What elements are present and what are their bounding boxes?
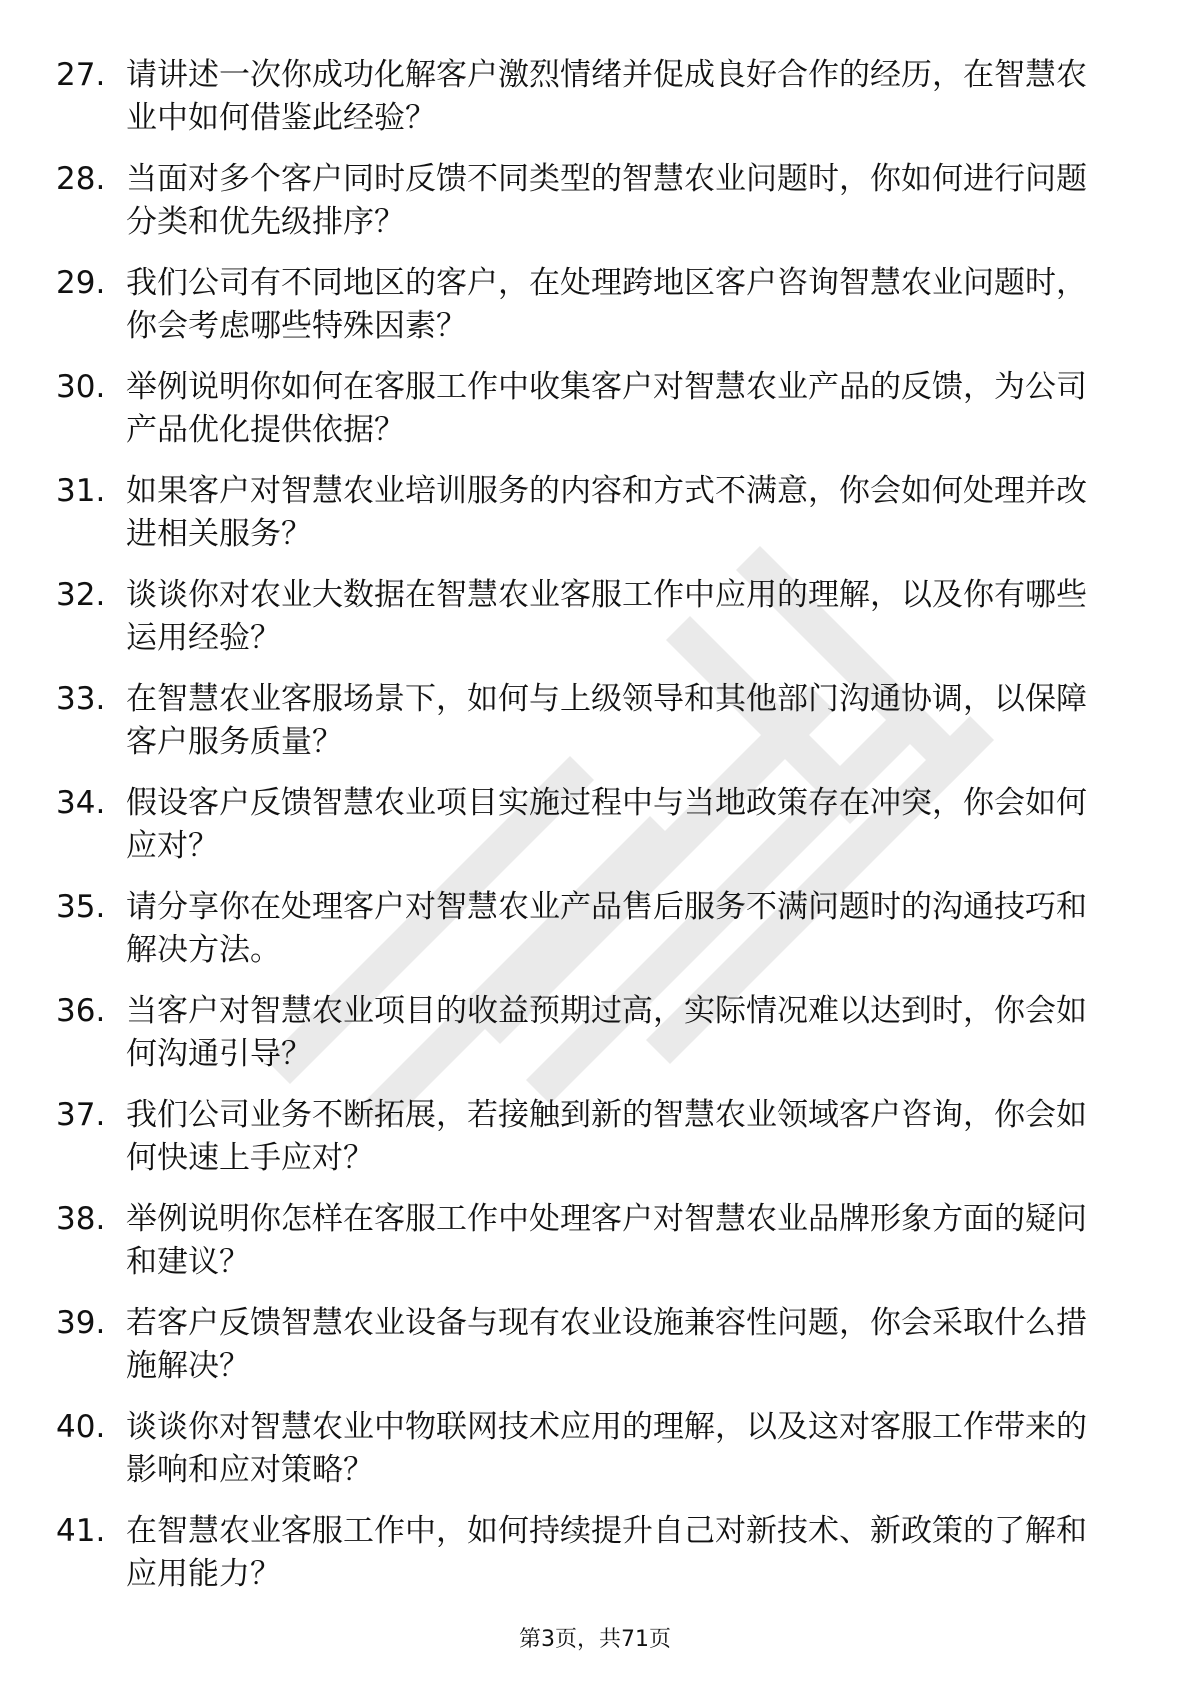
question-item: [56, 1510, 1116, 1614]
question-item: [56, 158, 1116, 262]
question-number: 37.: [56, 1097, 106, 1133]
question-text: 若客户反馈智慧农业设备与现有农业设施兼容性问题，你会采取什么措施解决？: [126, 1305, 1087, 1384]
question-item: [56, 782, 1116, 886]
question-number: 27.: [56, 57, 106, 93]
question-text: 请分享你在处理客户对智慧农业产品售后服务不满问题时的沟通技巧和解决方法。: [126, 889, 1087, 968]
page-footer: [0, 1625, 1190, 1655]
question-text: 谈谈你对智慧农业中物联网技术应用的理解，以及这对客服工作带来的影响和应对策略？: [126, 1409, 1087, 1488]
question-text: 我们公司业务不断拓展，若接触到新的智慧农业领域客户咨询，你会如何快速上手应对？: [126, 1097, 1087, 1176]
question-number: 29.: [56, 265, 106, 301]
question-number: 32.: [56, 577, 106, 613]
question-text: 在智慧农业客服场景下，如何与上级领导和其他部门沟通协调，以保障客户服务质量？: [126, 681, 1087, 760]
question-item: [56, 1198, 1116, 1302]
question-number: 39.: [56, 1305, 106, 1341]
question-item: [56, 1094, 1116, 1198]
question-text: 在智慧农业客服工作中，如何持续提升自己对新技术、新政策的了解和应用能力？: [126, 1513, 1087, 1592]
question-item: [56, 678, 1116, 782]
question-number: 34.: [56, 785, 106, 821]
question-text: 如果客户对智慧农业培训服务的内容和方式不满意，你会如何处理并改进相关服务？: [126, 473, 1087, 552]
question-text: 我们公司有不同地区的客户，在处理跨地区客户咨询智慧农业问题时，你会考虑哪些特殊因素？: [126, 265, 1087, 344]
question-text: 当客户对智慧农业项目的收益预期过高，实际情况难以达到时，你会如何沟通引导？: [126, 993, 1087, 1072]
question-item: [56, 470, 1116, 574]
question-text: 举例说明你怎样在客服工作中处理客户对智慧农业品牌形象方面的疑问和建议？: [126, 1201, 1087, 1280]
question-item: [56, 990, 1116, 1094]
question-item: [56, 574, 1116, 678]
question-item: [56, 886, 1116, 990]
question-item: [56, 54, 1116, 158]
question-number: 38.: [56, 1201, 106, 1237]
question-item: [56, 366, 1116, 470]
question-text: 谈谈你对农业大数据在智慧农业客服工作中应用的理解，以及你有哪些运用经验？: [126, 577, 1087, 656]
question-number: 35.: [56, 889, 106, 925]
question-text: 举例说明你如何在客服工作中收集客户对智慧农业产品的反馈，为公司产品优化提供依据？: [126, 369, 1087, 448]
question-number: 33.: [56, 681, 106, 717]
question-text: 假设客户反馈智慧农业项目实施过程中与当地政策存在冲突，你会如何应对？: [126, 785, 1087, 864]
question-text: 当面对多个客户同时反馈不同类型的智慧农业问题时，你如何进行问题分类和优先级排序？: [126, 161, 1087, 240]
question-item: [56, 1406, 1116, 1510]
question-item: [56, 262, 1116, 366]
question-list: [56, 54, 1116, 1614]
question-text: 请讲述一次你成功化解客户激烈情绪并促成良好合作的经历，在智慧农业中如何借鉴此经验？: [126, 57, 1087, 136]
question-number: 28.: [56, 161, 106, 197]
question-item: [56, 1302, 1116, 1406]
question-number: 31.: [56, 473, 106, 509]
question-number: 41.: [56, 1513, 106, 1549]
question-number: 40.: [56, 1409, 106, 1445]
question-number: 30.: [56, 369, 106, 405]
page-number-label: 第3页，共71页: [519, 1627, 671, 1652]
question-number: 36.: [56, 993, 106, 1029]
